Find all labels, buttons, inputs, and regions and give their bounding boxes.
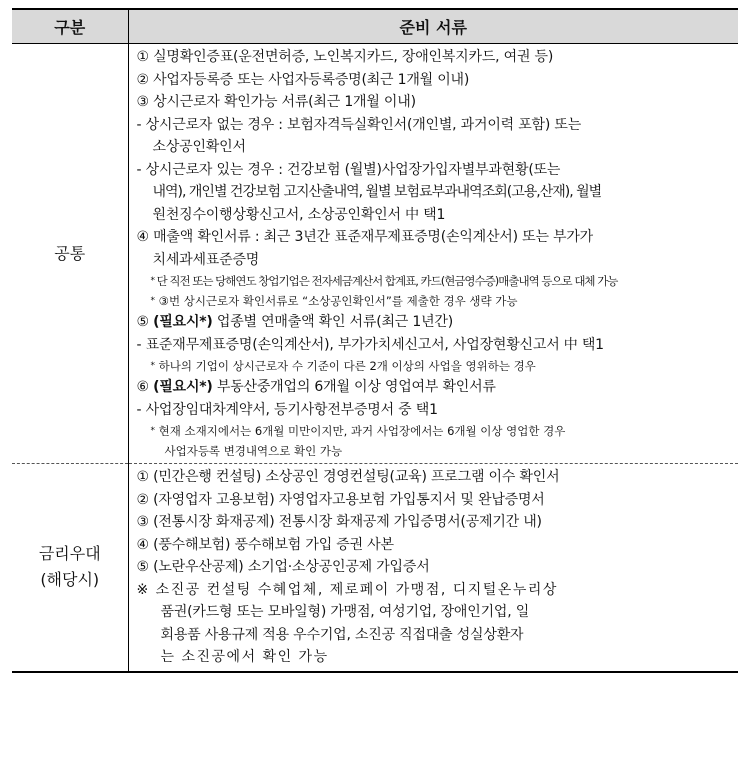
doc-line: ① 실명확인증표(운전면허증, 노인복지카드, 장애인복지카드, 여권 등) — [136, 49, 554, 65]
doc-line: - 상시근로자 있는 경우 : 건강보험 (월별)사업장가입자별부과현황(또는 — [136, 161, 561, 178]
doc-line: ② (자영업자 고용보험) 자영업자고용보험 가입통지서 및 완납증명서 — [136, 491, 545, 508]
doc-text: 부동산중개업의 6개월 이상 영업여부 확인서류 — [216, 379, 496, 395]
circled-six: ⑥ — [136, 379, 149, 395]
doc-line: - 상시근로자 없는 경우 : 보험자격득실확인서(개인별, 과거이력 포함) 또는 — [136, 116, 582, 133]
category-label: 금리우대 — [38, 544, 101, 564]
table-header-row — [12, 9, 738, 44]
doc-line: ⑤ (노란우산공제) 소기업·소상공인공제 가입증서 — [136, 559, 430, 575]
header-category: 구분 — [12, 9, 128, 44]
doc-line: 소상공인확인서 — [152, 139, 246, 155]
note-asterisk: * — [150, 361, 155, 371]
circled-five: ⑤ — [136, 314, 149, 330]
doc-line-optional — [137, 376, 735, 399]
doc-text: 업종별 연매출액 확인 서류(최근 1년간) — [216, 314, 453, 330]
doc-line: 내역), 개인별 건강보험 고지산출내역, 월별 보험료부과내역조회(고용,산재), 월별 — [152, 184, 602, 200]
note-text: 현재 소재지에서는 6개월 미만이지만, 과거 사업장에서는 6개월 이상 영업한 경우 — [158, 424, 566, 438]
header-documents: 준비 서류 — [128, 9, 738, 44]
doc-line: ④ (풍수해보험) 풍수해보험 가입 증권 사본 — [136, 536, 394, 553]
doc-line: 품권(카드형 또는 모바일형) 가맹점, 여성기업, 장애인기업, 일 — [160, 604, 530, 620]
doc-note — [137, 356, 735, 376]
doc-line: - 사업장임대차계약서, 등기사항전부증명서 중 택1 — [136, 401, 438, 418]
doc-line: 원천징수이행상황신고서, 소상공인확인서 中 택1 — [152, 206, 446, 223]
note-asterisk: * — [150, 426, 155, 436]
doc-line: ① (민간은행 컨설팅) 소상공인 경영컨설팅(교육) 프로그램 이수 확인서 — [136, 469, 560, 485]
doc-line: 회용품 사용규제 적용 우수기업, 소진공 직접대출 성실상환자 — [160, 626, 524, 643]
doc-line-optional — [137, 311, 735, 334]
category-sublabel: (해당시) — [40, 570, 100, 590]
optional-marker: (필요시*) — [153, 314, 213, 330]
note-text: ③번 상시근로자 확인서류로 “소상공인확인서”를 제출한 경우 생략 가능 — [158, 294, 518, 308]
category-interest-preference — [12, 464, 128, 672]
doc-line: - 표준재무제표증명(손익계산서), 부가가치세신고서, 사업장현황신고서 中 택1 — [136, 336, 604, 353]
table-row-interest — [12, 464, 738, 672]
doc-line: 는 소진공에서 확인 가능 — [160, 649, 329, 665]
required-documents-table — [12, 8, 738, 673]
doc-line: ※ 소진공 컨설팅 수혜업체, 제로페이 가맹점, 디지털온누리상 — [136, 581, 558, 598]
doc-note — [137, 271, 735, 291]
doc-line: ② 사업자등록증 또는 사업자등록증명(최근 1개월 이내) — [136, 71, 470, 88]
common-documents-cell — [128, 44, 738, 464]
doc-line: ③ 상시근로자 확인가능 서류(최근 1개월 이내) — [136, 94, 416, 110]
doc-note — [137, 291, 735, 311]
category-common: 공통 — [12, 44, 128, 464]
note-asterisk: * — [150, 276, 154, 286]
note-asterisk: * — [150, 296, 155, 306]
doc-line: ③ (전통시장 화재공제) 전통시장 화재공제 가입증명서(공제기간 내) — [136, 514, 542, 530]
doc-note: 사업자등록 변경내역으로 확인 가능 — [164, 444, 343, 458]
note-text: 단 직전 또는 당해연도 창업기업은 전자세금계산서 합계표, 카드(현금영수증)매출내역 등으로 대체 가능 — [156, 274, 618, 288]
doc-line: ④ 매출액 확인서류 : 최근 3년간 표준재무제표증명(손익계산서) 또는 부가가 — [136, 229, 593, 245]
table-row-common — [12, 44, 738, 464]
documents-table-wrapper — [12, 8, 738, 673]
note-text: 하나의 기업이 상시근로자 수 기준이 다른 2개 이상의 사업을 영위하는 경우 — [158, 359, 536, 373]
interest-documents-cell — [128, 464, 738, 672]
doc-line: 치세과세표준증명 — [152, 251, 260, 268]
optional-marker: (필요시*) — [153, 379, 213, 395]
doc-note — [137, 421, 735, 441]
